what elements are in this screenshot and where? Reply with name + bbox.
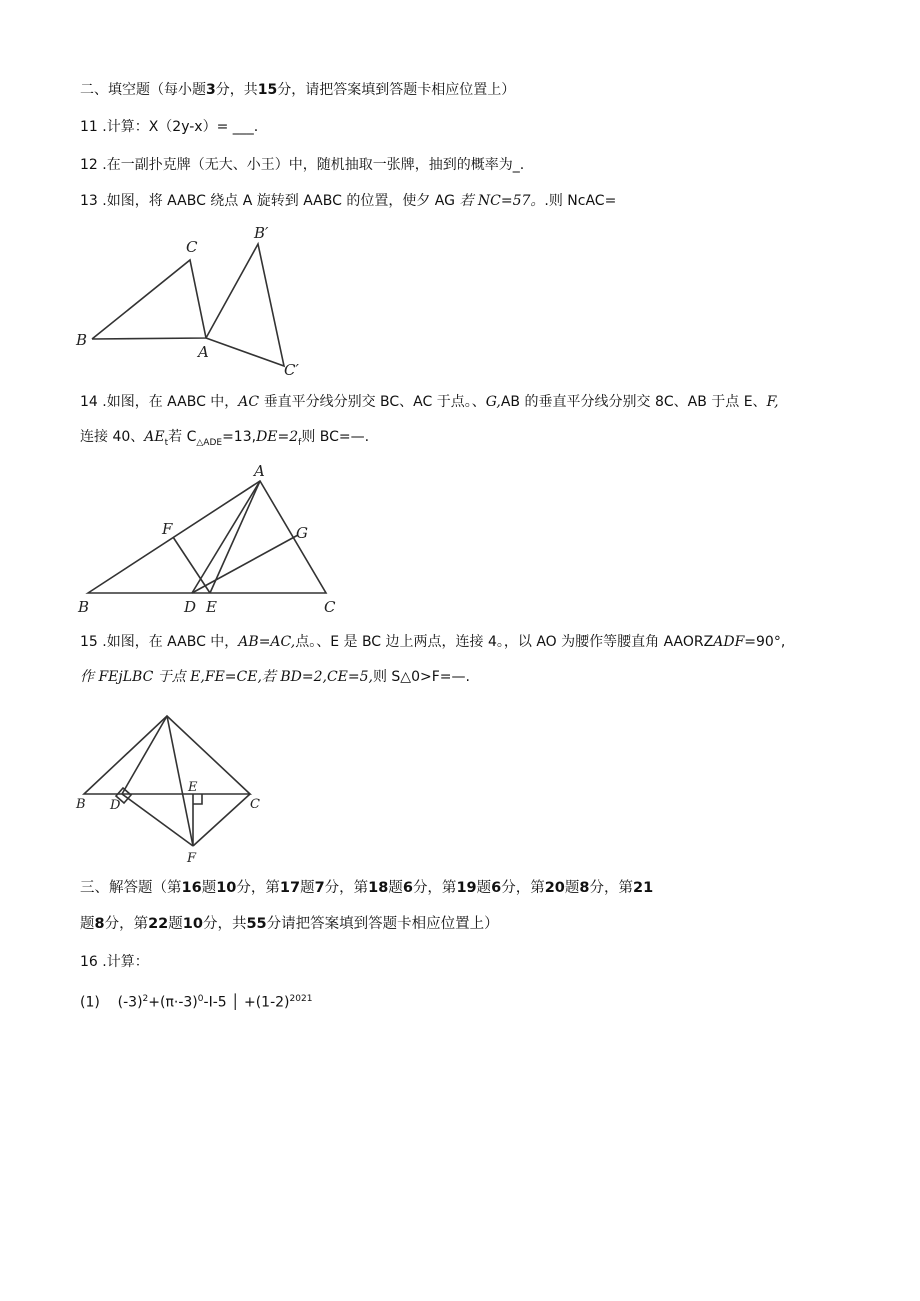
section-2-header: 二、填空题（每小题3分，共15分，请把答案填到答题卡相应位置上） bbox=[80, 82, 516, 98]
segment-df bbox=[122, 794, 193, 846]
label-g: G bbox=[296, 524, 308, 542]
triangle-ab-prime-c-prime bbox=[206, 244, 284, 366]
question-16-title: 16 .计算： bbox=[80, 954, 149, 970]
figure-14 bbox=[70, 460, 360, 620]
question-16-part-1: (1) $(-3)^2+(\pi\cdot-3)^0-I-5$ │ $+(1-2)^{2021}$ bbox=[80, 994, 313, 1011]
segment-ad bbox=[122, 716, 167, 794]
triangle-abc bbox=[88, 481, 326, 593]
label-c: C bbox=[186, 238, 198, 256]
perpendicular-gd bbox=[192, 535, 298, 593]
label-d: D bbox=[110, 798, 121, 813]
label-b: B bbox=[76, 797, 86, 812]
question-15-line-1: 15 .如图，在 AABC 中，AB=AC,点。、E 是 BC 边上两点，连接 4。，以 AO 为腰作等腰直角 AAORZADF=90°, bbox=[80, 634, 786, 650]
right-angle-mark-e bbox=[193, 794, 202, 804]
question-14-line-2: 连接 40、$AE_t$若 $C_{\triangle ADE}=13,DE=2_f$则 BC=—. bbox=[80, 429, 370, 448]
question-12: 12 .在一副扑克牌（无大、小王）中，随机抽取一张牌，抽到的概率为_. bbox=[80, 157, 525, 173]
perpendicular-fe bbox=[173, 537, 210, 593]
label-a: A bbox=[254, 462, 265, 480]
triangle-abc bbox=[92, 260, 206, 339]
figure-13 bbox=[70, 220, 320, 385]
question-14-line-1: 14 .如图，在 AABC 中，AC 垂直平分线分别交 BC、AC 于点。、G,AB 的垂直平分线分别交 8C、AB 于点 E、F, bbox=[80, 394, 779, 410]
label-b: B bbox=[76, 331, 88, 349]
triangle-abc bbox=[84, 716, 250, 794]
label-e: E bbox=[188, 780, 198, 795]
label-c: C bbox=[324, 598, 336, 616]
section-3-header-line-1: 三、解答题（第16题10分，第17题7分，第18题6分，第19题6分，第20题8分，第21 bbox=[80, 880, 654, 896]
label-a: A bbox=[198, 343, 209, 361]
question-15-line-2: 作 FEjLBC 于点 E,FE=CE,若 BD=2,CE=5,则 S△0>F=—. bbox=[80, 669, 470, 685]
figure-15 bbox=[70, 705, 270, 870]
question-13: 13 .如图，将 AABC 绕点 A 旋转到 AABC 的位置，使夕 AG 若 NC=57。.则 NcAC= bbox=[80, 193, 617, 209]
label-e: E bbox=[206, 598, 217, 616]
label-c-prime: C′ bbox=[284, 361, 299, 379]
label-f: F bbox=[187, 851, 197, 866]
label-c: C bbox=[250, 797, 260, 812]
segment-ad bbox=[192, 481, 260, 593]
label-f: F bbox=[162, 520, 173, 538]
label-b-prime: B′ bbox=[254, 224, 269, 242]
section-3-header-line-2: 题8分，第22题10分，共55分请把答案填到答题卡相应位置上） bbox=[80, 916, 499, 932]
label-b: B bbox=[78, 598, 90, 616]
label-d: D bbox=[184, 598, 197, 616]
question-11: 11 .计算：X（2y-x）= ___. bbox=[80, 119, 259, 135]
